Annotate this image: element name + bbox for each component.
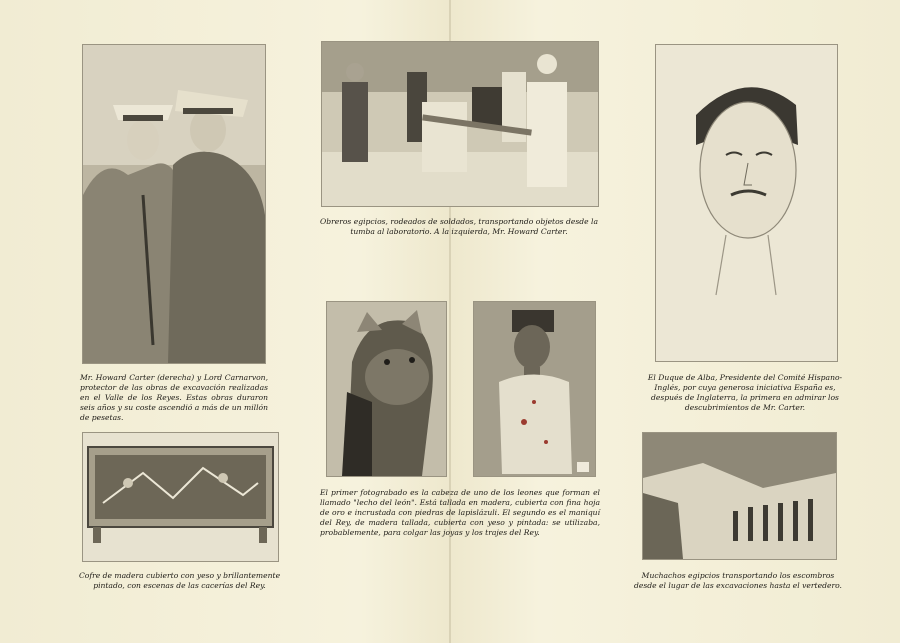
caption-workers-soldiers: Obreros egipcios, rodeados de soldados, transportando objetos desde la tumba al laboratorio. A la izquierda, Mr. Howard Carter. bbox=[320, 217, 598, 236]
photo-boys-rubble bbox=[642, 432, 837, 560]
photo-lion-head bbox=[326, 301, 447, 477]
caption-boys-rubble: Muchachos egipcios transportando los escombros desde el lugar de las excavaciones hasta el vertedero. bbox=[634, 571, 842, 590]
photo-workers-carrying bbox=[321, 41, 599, 207]
photo-king-mannequin bbox=[473, 301, 596, 477]
caption-duke-alba: El Duque de Alba, Presidente del Comité Hispano-Inglés, por cuya generosa iniciativa España es, después de Inglaterra, la primera en admirar los descubrimientos de Mr. Carter. bbox=[647, 373, 843, 412]
photo-carter-carnarvon bbox=[82, 44, 266, 364]
caption-lion-mannequin: El primer fotograbado es la cabeza de uno de los leones que forman el llamado "lecho del león". Está tallada en madera, cubierta con fina hoja de oro e incrustada con piedras de lapislázuli. El segundo es el maniquí del Rey, de madera tallada, cubierta con yeso y pintada: se utilizaba, probablemente, para colgar las joyas y los trajes del Rey. bbox=[320, 488, 600, 537]
photo-duke-alba bbox=[655, 44, 838, 362]
caption-chest: Cofre de madera cubierto con yeso y brillantemente pintado, con escenas de las cacerías del Rey. bbox=[78, 571, 281, 590]
caption-carter-carnarvon: Mr. Howard Carter (derecha) y Lord Carnarvon, protector de las obras de excavación realizadas en el Valle de los Reyes. Estas obras duraron seis años y su coste ascendió a más de un millón de pesetas. bbox=[80, 373, 268, 422]
photo-painted-chest bbox=[82, 432, 279, 562]
